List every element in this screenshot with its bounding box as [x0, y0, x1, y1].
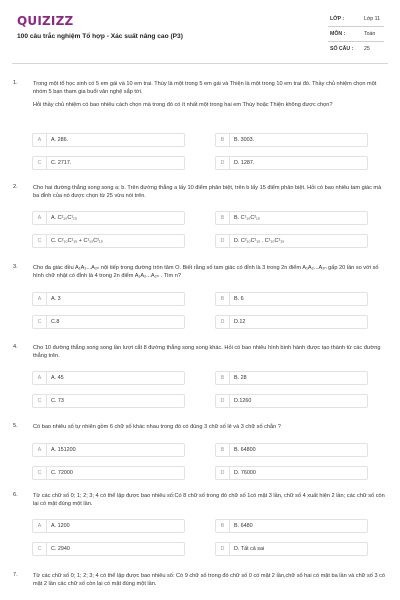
option-b[interactable] [215, 133, 368, 147]
question-paragraph: Trong một tổ học sinh có 5 em gái và 10 em trai. Thùy là một trong 5 em gái và Thiện là một trong 10 em trai đó. Thầy chủ nhiệm chọn một nhóm 5 bạn tham gia buổi văn nghệ sắp tới. [33, 81, 377, 96]
option-b[interactable] [215, 292, 368, 306]
option-letter: A [33, 134, 47, 147]
option-d[interactable] [215, 156, 368, 170]
option-c[interactable] [32, 234, 185, 248]
option-d[interactable] [215, 466, 368, 480]
question-number: 1. [13, 80, 18, 86]
option-b[interactable] [215, 211, 368, 225]
option-text: D. 1287. [234, 160, 255, 166]
question-number: 3. [13, 264, 18, 270]
option-text: A. 151200 [51, 447, 76, 453]
option-letter: A [33, 520, 47, 533]
option-letter: C [33, 316, 47, 329]
option-b[interactable] [215, 443, 368, 457]
option-a[interactable] [32, 133, 185, 147]
option-letter: D [216, 157, 230, 170]
option-text: D. 76000 [234, 470, 256, 476]
option-letter: D [216, 467, 230, 480]
question-paragraph: Từ các chữ số 0; 1; 2; 3; 4 có thể lập được bao nhiêu số:Có 8 chữ số trong đó chữ số 1có mặt 3 lần, chữ số 4 xuất hiện 2 lần; các chữ số còn lại có mặt đúng một lần. [33, 493, 385, 508]
meta-divider [328, 26, 384, 27]
option-letter: D [216, 316, 230, 329]
option-letter: C [33, 467, 47, 480]
question-count-label: SỐ CÂU : [330, 46, 354, 52]
class-label: LỚP : [330, 16, 345, 22]
option-text: D. C²₁₀C¹₁₅ . C¹₁₀C²₁₅ [234, 238, 285, 244]
question-text [33, 492, 388, 513]
option-letter: D [216, 395, 230, 408]
option-b[interactable] [215, 371, 368, 385]
option-letter: B [216, 444, 230, 457]
quizizz-logo: QUIZIZZ [17, 14, 74, 28]
option-text: C. 2940 [51, 546, 70, 552]
question-text [33, 80, 388, 115]
option-text: A. 286. [51, 137, 69, 143]
question-paragraph: Cho hai đường thẳng song song a; b. Trên đường thẳng a lấy 10 điểm phân biệt, trên b lấy 15 điểm phân biệt. Hỏi có bao nhiêu tam giác mà ba đỉnh của nó được chọn từ 25 vừa nói trên. [33, 185, 382, 200]
option-text: A. 45 [51, 375, 64, 381]
option-c[interactable] [32, 542, 185, 556]
header-divider [12, 63, 388, 64]
question-text [33, 184, 388, 205]
subject-label: MÔN : [330, 31, 346, 37]
question-paragraph: Có bao nhiêu số tự nhiên gồm 6 chữ số khác nhau trong đó có đúng 3 chữ số lẻ và 3 chữ số chẵn ? [33, 424, 281, 430]
question-paragraph: Cho đa giác đều A₁A₂...A₂ₙ nội tiếp trong đường tròn tâm O. Biết rằng số tam giác có đỉnh là 3 trong 2n điểm A₁A₂...A₂ₙ gấp 20 lần so với số hình chữ nhật có đỉnh là 4 trong 2n điểm A₁A₂...A₂ₙ . Tìm n? [33, 265, 379, 280]
option-text: A. 1200 [51, 523, 70, 529]
option-text: C. C²₁₀C¹₁₅ + C¹₁₀C²₁₅ [51, 238, 103, 244]
option-c[interactable] [32, 156, 185, 170]
option-text: C. 73 [51, 398, 64, 404]
option-text: D.1260 [234, 398, 252, 404]
option-d[interactable] [215, 234, 368, 248]
option-text: B. 6 [234, 296, 244, 302]
question-paragraph: Hỏi thầy chủ nhiệm có bao nhiêu cách chọn mà trong đó có ít nhất một trong hai em Thùy hoặc Thiện không được chọn? [33, 102, 333, 109]
option-letter: C [33, 235, 47, 248]
question-number: 2. [13, 184, 18, 190]
option-text: C. 72000 [51, 470, 73, 476]
meta-divider [328, 41, 384, 42]
option-letter: B [216, 372, 230, 385]
option-text: D.12 [234, 319, 246, 325]
option-d[interactable] [215, 542, 368, 556]
subject-value: Toán [364, 31, 376, 37]
option-d[interactable] [215, 315, 368, 329]
question-paragraph: Cho 10 đường thẳng song song lần lượt cắt 8 đường thẳng song song khác. Hỏi có bao nhiêu hình bình hành được tạo thành từ các đường thẳng trên. [33, 345, 381, 360]
option-d[interactable] [215, 394, 368, 408]
option-text: B. 6480 [234, 523, 253, 529]
option-text: B. 64800 [234, 447, 256, 453]
option-letter: B [216, 134, 230, 147]
question-number: 4. [13, 344, 18, 350]
option-text: B. 28 [234, 375, 247, 381]
question-count-value: 25 [364, 46, 370, 52]
question-number: 6. [13, 492, 18, 498]
option-b[interactable] [215, 519, 368, 533]
question-text [33, 423, 388, 436]
worksheet-title: 100 câu trắc nghiệm Tổ hợp - Xác suất nâng cao (P3) [17, 33, 183, 40]
option-text: A. C²₁₀C¹₁₅ [51, 215, 78, 221]
option-c[interactable] [32, 315, 185, 329]
question-text [33, 572, 388, 593]
option-letter: A [33, 293, 47, 306]
option-letter: D [216, 235, 230, 248]
question-number: 7. [13, 572, 18, 578]
option-letter: C [33, 157, 47, 170]
option-letter: A [33, 444, 47, 457]
option-letter: C [33, 543, 47, 556]
option-a[interactable] [32, 292, 185, 306]
option-text: C.8 [51, 319, 60, 325]
option-text: B. C¹₁₀C²₁₅ [234, 215, 261, 221]
class-value: Lớp 11 [364, 16, 380, 22]
question-number: 5. [13, 423, 18, 429]
option-letter: C [33, 395, 47, 408]
question-paragraph: Từ các chữ số 0; 1; 2; 3; 4 có thể lập được bao nhiêu số: Có 9 chữ số trong đó chữ số 0 có mặt 2 lần,chữ số hai có mặt ba lần và chữ số 3 có mặt 2 lần các chữ số còn lại có mặt đúng một lần. [33, 573, 386, 588]
option-c[interactable] [32, 466, 185, 480]
option-a[interactable] [32, 519, 185, 533]
option-text: C. 2717. [51, 160, 72, 166]
option-c[interactable] [32, 394, 185, 408]
question-text [33, 344, 388, 365]
option-letter: B [216, 293, 230, 306]
option-letter: A [33, 372, 47, 385]
option-a[interactable] [32, 371, 185, 385]
option-text: D. Tất cả sai [234, 546, 265, 552]
option-text: A. 3 [51, 296, 61, 302]
option-text: B. 3003. [234, 137, 255, 143]
option-a[interactable] [32, 211, 185, 225]
option-a[interactable] [32, 443, 185, 457]
question-text [33, 264, 388, 285]
option-letter: A [33, 212, 47, 225]
option-letter: D [216, 543, 230, 556]
option-letter: B [216, 212, 230, 225]
worksheet-header [0, 0, 400, 66]
option-letter: B [216, 520, 230, 533]
